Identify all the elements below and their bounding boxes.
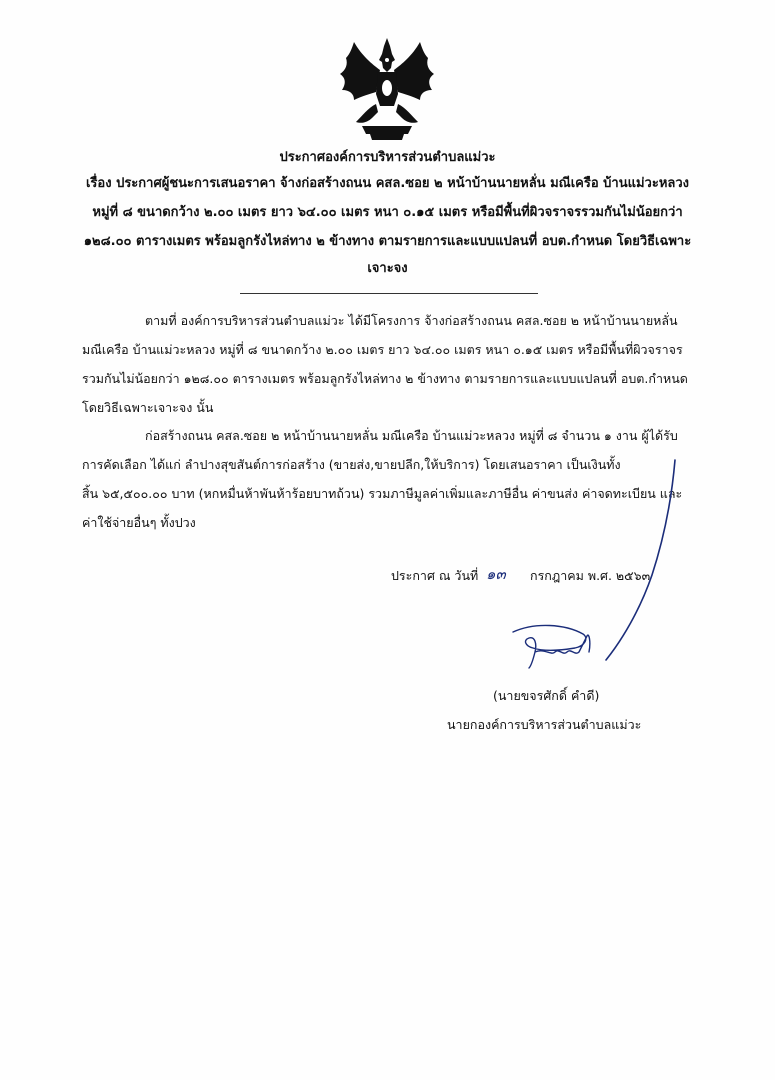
subject-line: เจาะจง — [367, 261, 408, 276]
paragraph-line: ก่อสร้างถนน คสล.ซอย ๒ หน้าบ้านนายหลั่น มณีเครือ บ้านแม่วะหลวง หมู่ที่ ๘ จำนวน ๑ งาน ผู้ได้รับ — [145, 428, 678, 443]
signer-position: นายกองค์การบริหารส่วนตำบลแม่วะ — [447, 717, 642, 732]
signer-name: (นายขจรศักดิ์ คำดี) — [493, 688, 600, 703]
paragraph-line: โดยวิธีเฉพาะเจาะจง นั้น — [82, 400, 214, 415]
announce-month-year: กรกฎาคม พ.ศ. ๒๕๖๓ — [530, 568, 651, 583]
paragraph-line: รวมกันไม่น้อยกว่า ๑๒๘.๐๐ ตารางเมตร พร้อมลูกรังไหล่ทาง ๒ ข้างทาง ตามรายการและแบบแปลนที่ อบต.กำหนด — [82, 371, 688, 386]
document-heading: ประกาศองค์การบริหารส่วนตำบลแม่วะ — [279, 150, 496, 165]
section-divider — [240, 293, 538, 294]
announce-date-prefix: ประกาศ ณ วันที่ — [391, 568, 479, 583]
paragraph-line: มณีเครือ บ้านแม่วะหลวง หมู่ที่ ๘ ขนาดกว้าง ๒.๐๐ เมตร ยาว ๖๔.๐๐ เมตร หนา ๐.๑๕ เมตร หรือมีพื้นที่ผิวจราจร — [82, 342, 683, 357]
subject-line: ๑๒๘.๐๐ ตารางเมตร พร้อมลูกรังไหล่ทาง ๒ ข้างทาง ตามรายการและแบบแปลนที่ อบต.กำหนด โดยวิธีเฉพาะ — [83, 234, 692, 249]
paragraph-line: การคัดเลือก ได้แก่ ลำปางสุขสันต์การก่อสร้าง (ขายส่ง,ขายปลีก,ให้บริการ) โดยเสนอราคา เป็นเงินทั้ง — [82, 457, 621, 472]
announce-day-handwritten: ๑๓ — [486, 565, 506, 583]
paragraph-line: ตามที่ องค์การบริหารส่วนตำบลแม่วะ ได้มีโครงการ จ้างก่อสร้างถนน คสล.ซอย ๒ หน้าบ้านนายหลั่น — [145, 313, 678, 328]
subject-line: หมู่ที่ ๘ ขนาดกว้าง ๒.๐๐ เมตร ยาว ๖๔.๐๐ เมตร หนา ๐.๑๕ เมตร หรือมีพื้นที่ผิวจราจรรวมกันไม่น้อยกว่า — [92, 205, 683, 220]
paragraph-line: ค่าใช้จ่ายอื่นๆ ทั้งปวง — [82, 515, 196, 530]
garuda-emblem-icon — [332, 34, 442, 142]
paragraph-line: สิ้น ๖๕,๕๐๐.๐๐ บาท (หกหมื่นห้าพันห้าร้อยบาทถ้วน) รวมภาษีมูลค่าเพิ่มและภาษีอื่น ค่าขนส่ง ค่าจดทะเบียน และ — [82, 486, 683, 501]
signature-mark — [505, 612, 605, 672]
pen-mark-stroke — [600, 455, 680, 665]
subject-line: เรื่อง ประกาศผู้ชนะการเสนอราคา จ้างก่อสร้างถนน คสล.ซอย ๒ หน้าบ้านนายหลั่น มณีเครือ บ้านแม่วะหลวง — [85, 176, 690, 191]
